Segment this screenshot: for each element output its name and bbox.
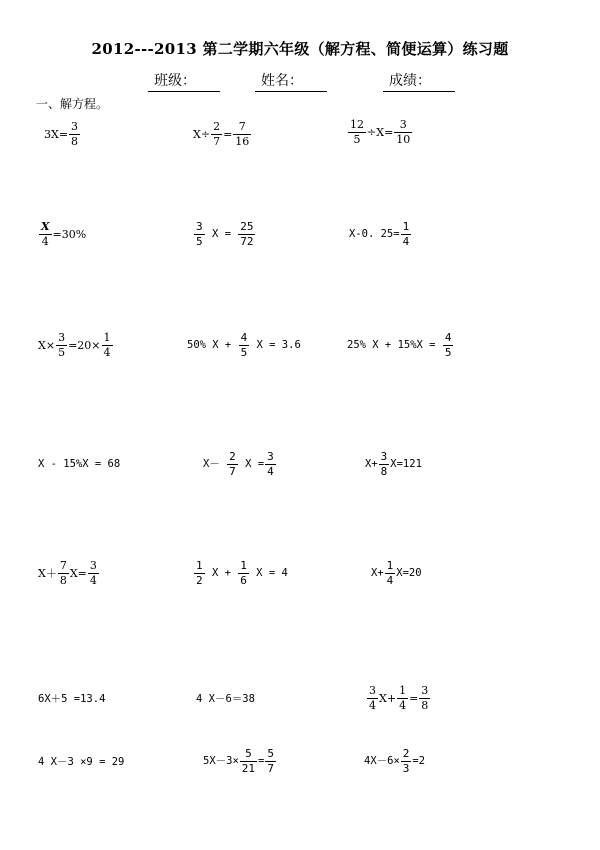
equation-8: 50% X + $\frac{4}{5}$ X = 3.6: [187, 331, 301, 359]
equation-12: X+ $\frac{3}{8}$ X=121: [365, 450, 422, 478]
score-label: 成绩：: [383, 70, 455, 92]
equation-2: X÷ $\frac{2}{7}$ = $\frac{7}{16}$: [193, 120, 250, 148]
equation-17: 4 X－6＝38: [196, 693, 255, 705]
class-label: 班级：: [148, 70, 220, 92]
equation-6: X-0. 25= $\frac{1}{4}$: [349, 220, 410, 248]
equation-9: 25% X + 15%X = $\frac{4}{5}$: [347, 331, 452, 359]
equation-19: 4 X－3 ×9 = 29: [38, 756, 125, 768]
equation-7: X× $\frac{3}{5}$ =20× $\frac{1}{4}$: [38, 331, 111, 359]
equation-16: 6X＋5 =13.4: [38, 693, 106, 705]
equation-21: 4X－6× $\frac{2}{3}$ =2: [364, 747, 426, 775]
page-title: 2012---2013 第二学期六年级（解方程、简便运算）练习题: [91, 40, 509, 58]
class-field[interactable]: [148, 70, 220, 92]
equation-18: $\frac{3}{4}$ X+ $\frac{1}{4}$ = $\frac{3}{8}$: [369, 684, 429, 712]
name-label: 姓名：: [255, 70, 327, 92]
equation-4: $\frac{X}{4}$ =30%: [41, 220, 87, 248]
equation-14: $\frac{1}{2}$ X + $\frac{1}{6}$ X = 4: [196, 559, 288, 587]
equation-15: X+ $\frac{1}{4}$ X=20: [371, 559, 422, 587]
equation-10: X - 15%X = 68: [38, 458, 121, 470]
equation-13: X＋ $\frac{7}{8}$ X= $\frac{3}{4}$: [38, 559, 97, 587]
equation-5: $\frac{3}{5}$ X = $\frac{25}{72}$: [196, 220, 254, 248]
section-heading: 一、解方程。: [36, 97, 109, 111]
equation-11: X－ $\frac{2}{7}$ X = $\frac{3}{4}$: [203, 450, 274, 478]
equation-20: 5X－3× $\frac{5}{21}$ = $\frac{5}{7}$: [203, 747, 274, 775]
score-field[interactable]: [383, 70, 455, 92]
equation-3: $\frac{12}{5}$ ÷X= $\frac{3}{10}$: [350, 118, 411, 146]
equation-1: 3X= $\frac{3}{8}$: [44, 120, 79, 148]
name-field[interactable]: [255, 70, 327, 92]
